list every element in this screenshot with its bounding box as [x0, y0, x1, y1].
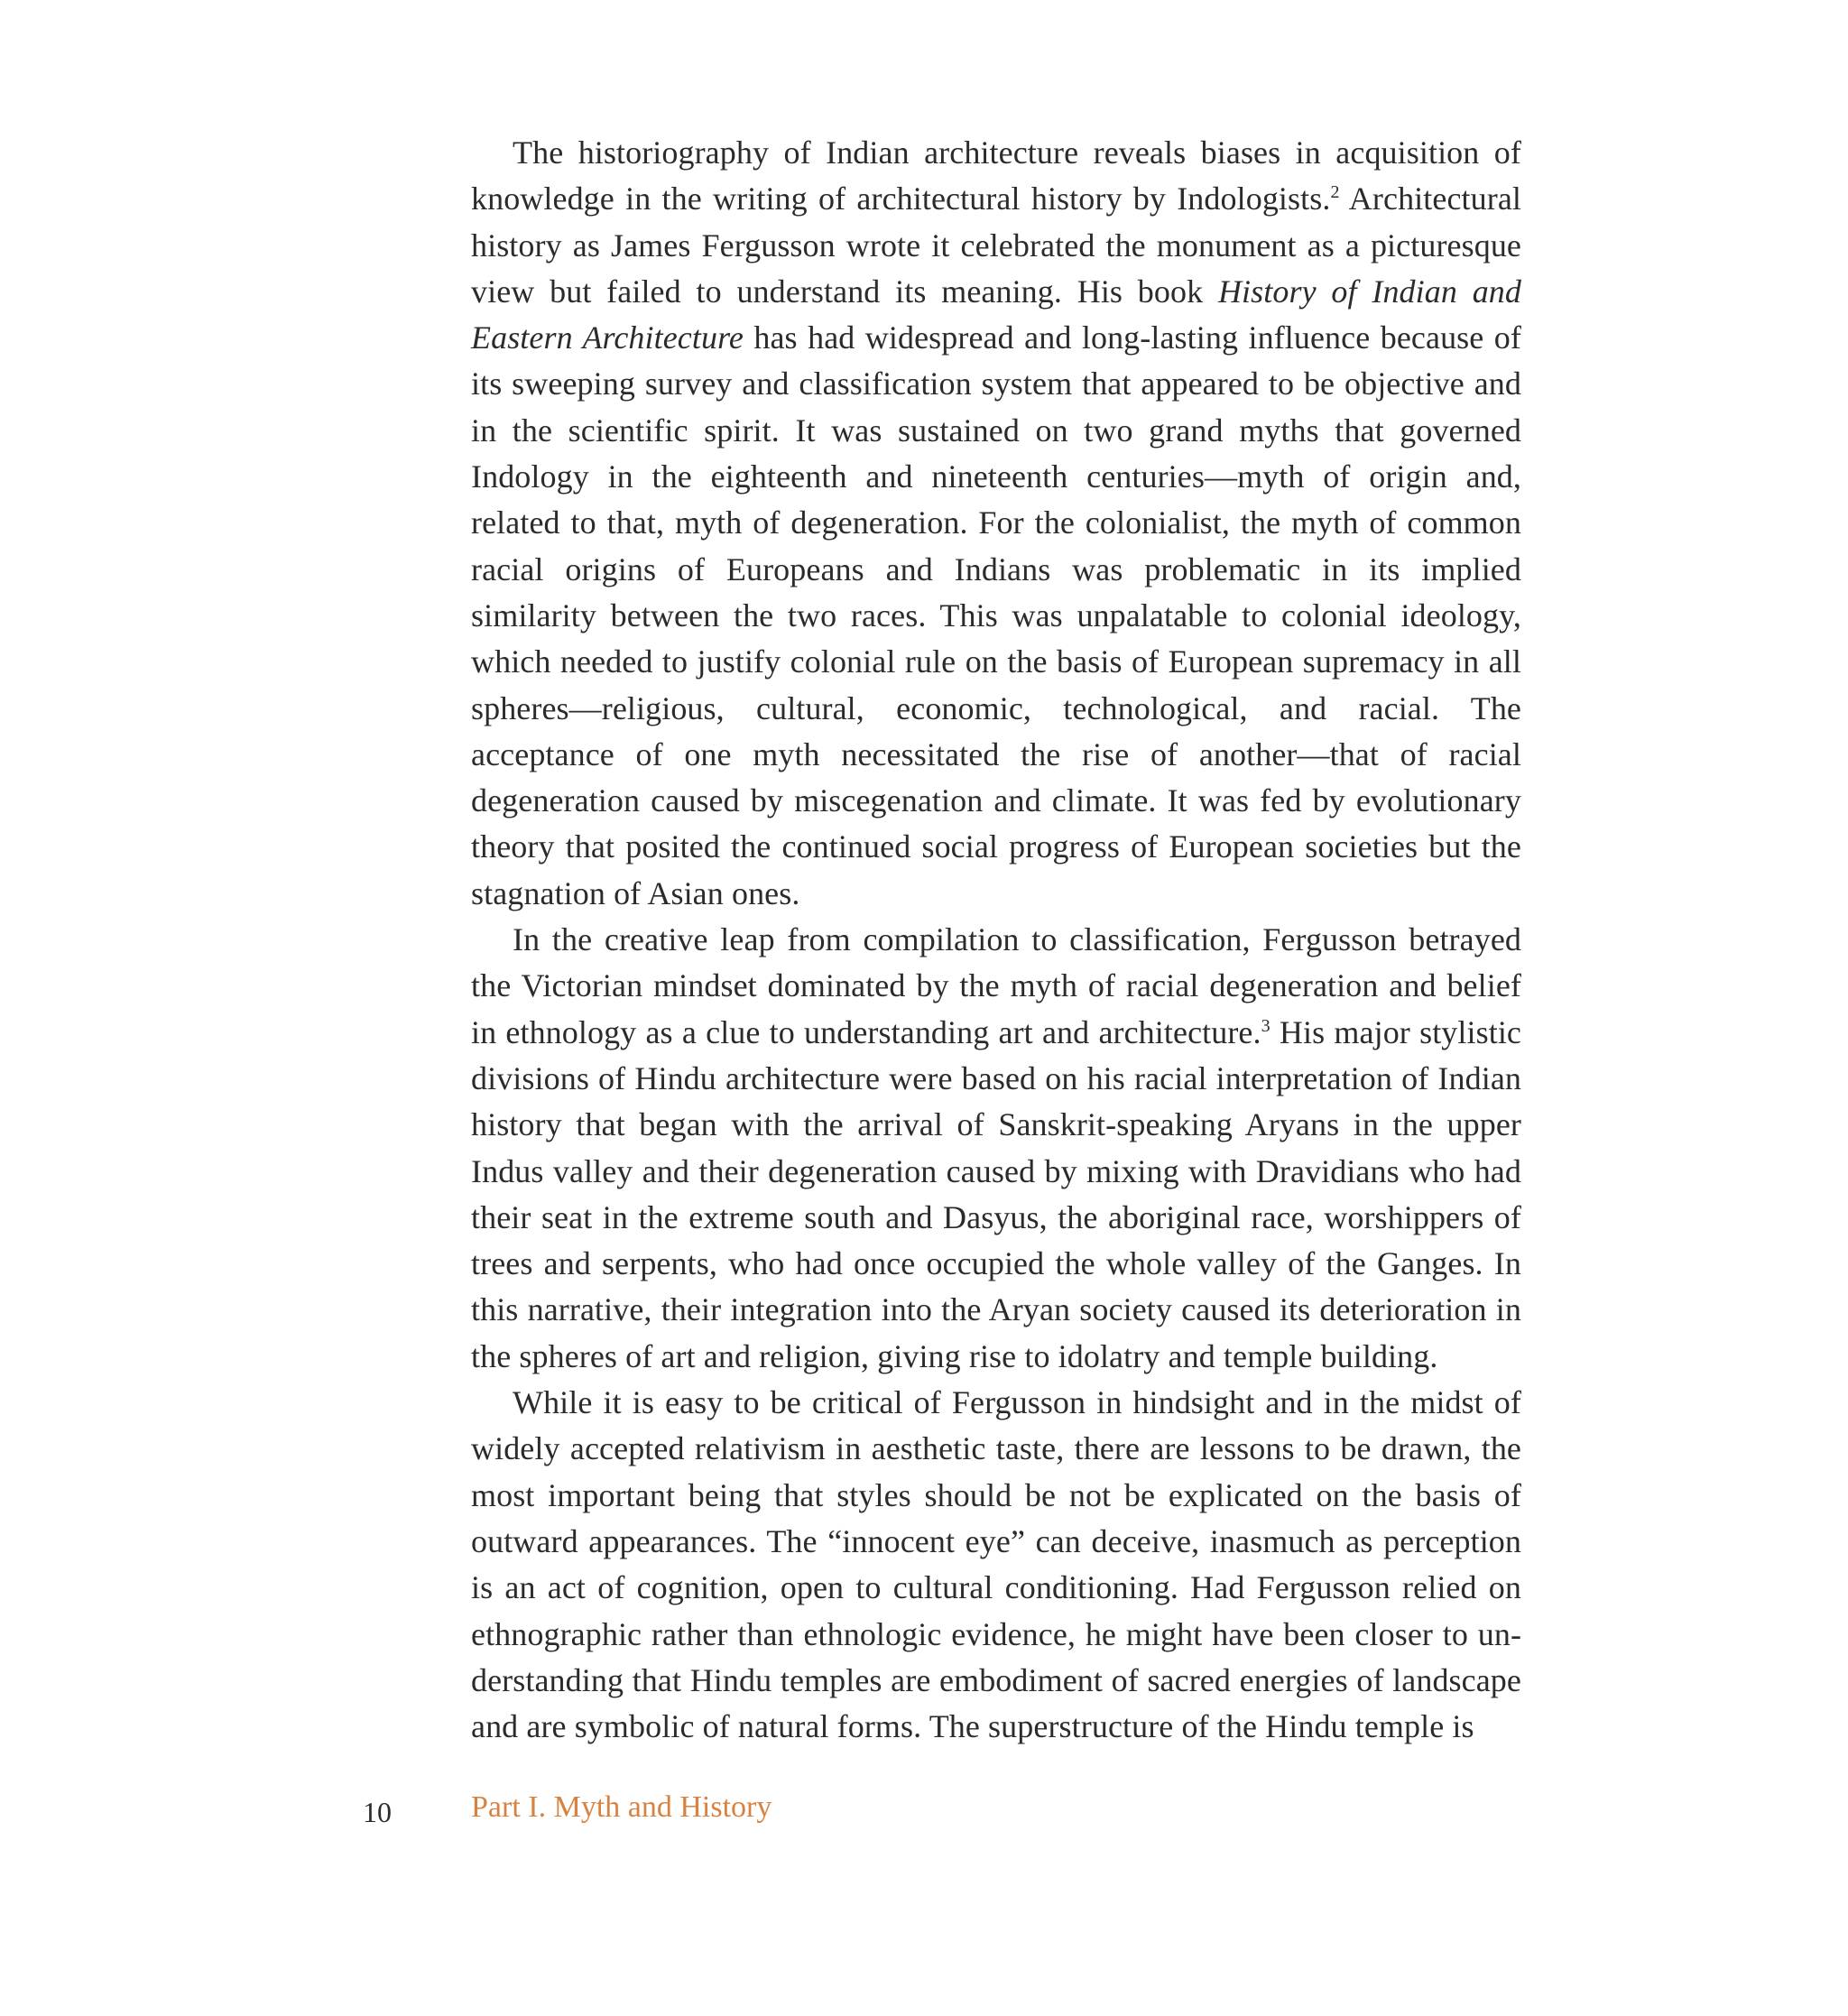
paragraph-1 — [471, 130, 1521, 917]
body-text — [471, 130, 1521, 1750]
paragraph-1-text-b: Architectural history as James Fergusson wrote it celebrated the monument as a picturesque view but failed to understand its meaning. His book — [471, 180, 1521, 310]
paragraph-3-text-a: While it is easy to be critical of Fergusson in hindsight and in the midst of widely accepted relativism in aesthetic taste, there are lessons to be drawn, the most important being that styles should be not be explicated on the basis of outward appearances. The “innocent eye” can deceive, inasmuch as perception is an act of cognition, open to cultural conditioning. Had Fergusson relied on ethnographic rather than ethnologic evidence, he might have been closer to understanding that Hindu temples are embodiment of sacred energies of landscape and are symbolic of natural forms. The superstructure of the Hindu temple is — [471, 1384, 1521, 1745]
page-number: 10 — [363, 1796, 392, 1828]
paragraph-3 — [471, 1380, 1521, 1750]
footnote-ref-2[interactable]: 2 — [1330, 182, 1340, 203]
page-footer — [0, 1790, 1848, 1850]
footnote-ref-3[interactable]: 3 — [1261, 1015, 1270, 1036]
paragraph-2-text-b: His major stylistic divisions of Hindu architecture were based on his racial interpretation of Indian history that began with the arrival of Sanskrit-speaking Aryans in the upper Indus valley and their degeneration caused by mixing with Dravidians who had their seat in the extreme south and Dasyus, the aboriginal race, worshippers of trees and serpents, who had once occupied the whole valley of the Ganges. In this narrative, their integration into the Aryan society caused its deterioration in the spheres of art and religion, giving rise to idolatry and temple building. — [471, 1013, 1521, 1374]
paragraph-1-text-a: The historiography of Indian architecture reveals biases in acquisition of knowledge in the writing of architectural history by Indologists. — [471, 134, 1521, 217]
paragraph-2-text-a: In the creative leap from compilation to classification, Fergusson betrayed the Victorian mindset dominated by the myth of racial degeneration and belief in ethnology as a clue to understanding art and architecture. — [471, 921, 1521, 1050]
running-head: Part I. Myth and History — [471, 1790, 772, 1824]
paragraph-2 — [471, 917, 1521, 1380]
book-title: History of Indian and Eastern Architecture — [471, 273, 1522, 356]
paragraph-1-text-c: has had widespread and long-lasting influence because of its sweeping survey and classification system that appeared to be objective and in the scientific spirit. It was sustained on two grand myths that governed Indology in the eighteenth and nineteenth centuries—myth of origin and, related to that, myth of degeneration. For the colonialist, the myth of common racial origins of Europeans and Indians was problematic in its implied similarity between the two races. This was unpalatable to colonial ideology, which needed to justify colonial rule on the basis of European supremacy in all spheres—religious, cultural, economic, technological, and racial. The acceptance of one myth necessitated the rise of another—that of racial degeneration caused by miscegenation and climate. It was fed by evolutionary theory that posited the continued social progress of European societies but the stagnation of Asian ones. — [471, 319, 1521, 911]
